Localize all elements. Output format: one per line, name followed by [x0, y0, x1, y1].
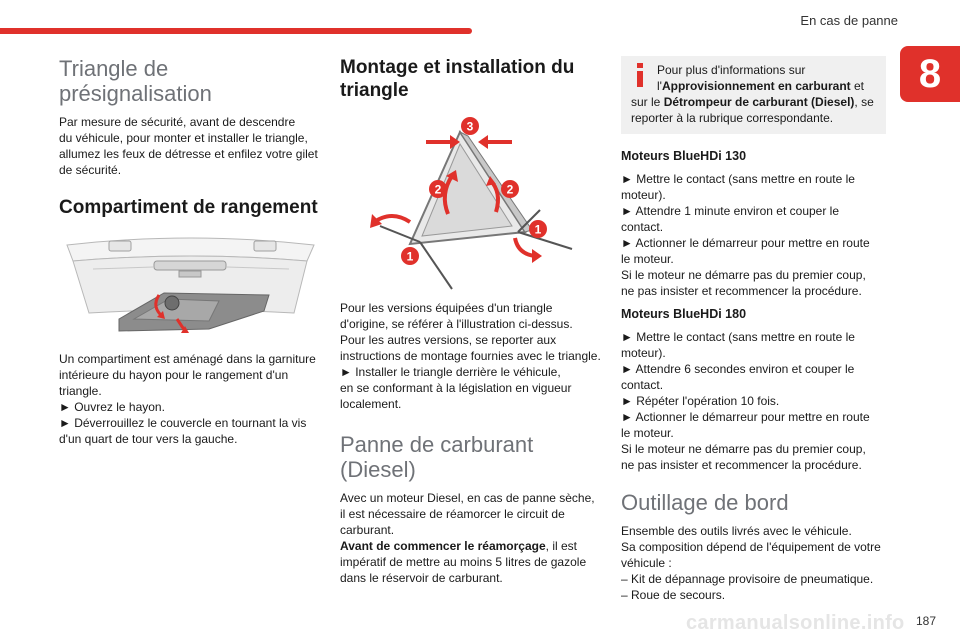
svg-text:1: 1 — [534, 222, 542, 237]
svg-text:1: 1 — [406, 249, 414, 264]
chapter-number-badge: 8 — [900, 46, 960, 102]
svg-text:2: 2 — [506, 182, 514, 197]
tools-heading: Outillage de bord — [621, 490, 789, 515]
column-3 — [621, 56, 886, 603]
storage-heading: Compartiment de rangement — [59, 197, 318, 218]
bluehdi130-heading: Moteurs BlueHDi 130 — [621, 149, 747, 163]
bluehdi180-heading: Moteurs BlueHDi 180 — [621, 307, 747, 321]
info-icon — [631, 63, 649, 87]
bluehdi130-paragraph: ► Mettre le contact (sans mettre en route le moteur). ► Attendre 1 minute environ et couper le contact. ► Actionner le démarreur pour mettre en route le moteur. Si le moteur ne démarre pas du premier coup, ne pas insister et recommencer la procédure. — [621, 172, 870, 298]
triangle-heading: Triangle de présignalisation — [59, 56, 212, 106]
column-2 — [340, 56, 608, 586]
watermark: carmanualsonline.info — [686, 612, 905, 634]
chapter-title: En cas de panne — [800, 13, 898, 28]
tools-paragraph: Ensemble des outils livrés avec le véhicule. Sa composition dépend de l'équipement de votre véhicule : – Kit de dépannage provisoire de pneumatique. – Roue de secours. — [621, 524, 881, 602]
fuel-heading: Panne de carburant (Diesel) — [340, 432, 534, 482]
trunk-compartment-illustration — [59, 233, 324, 343]
fuel-paragraph: Avec un moteur Diesel, en cas de panne sèche, il est nécessaire de réamorcer le circuit de carburant. Avant de commencer le réamorçage, il est impératif de mettre au moins 5 litres de gazole dans le réservoir de carburant. — [340, 491, 595, 585]
triangle-assembly-illustration — [340, 114, 608, 292]
mount-heading: Montage et installation du triangle — [340, 57, 575, 101]
mount-paragraph: Pour les versions équipées d'un triangle d'origine, se référer à l'illustration ci-dessus. Pour les autres versions, se reporter aux instructions de montage fournies avec le triangle. ► Installer le triangle derrière le véhicule, en se conformant à la législation en vigueur localement. — [340, 301, 601, 411]
bluehdi180-paragraph: ► Mettre le contact (sans mettre en route le moteur). ► Attendre 6 secondes environ et couper le contact. ► Répéter l'opération 10 fois. ► Actionner le démarreur pour mettre en route le moteur. Si le moteur ne démarre pas du premier coup, ne pas insister et recommencer la procédure. — [621, 330, 870, 472]
top-accent-bar — [0, 28, 472, 34]
info-box: Pour plus d'informations sur l'Approvisionnement en carburant et sur le Détrompeur de carburant (Diesel), se reporter à la rubrique correspondante. — [621, 56, 886, 134]
page-number: 187 — [916, 614, 937, 628]
column-1 — [59, 56, 324, 447]
storage-paragraph: Un compartiment est aménagé dans la garniture intérieure du hayon pour le rangement d'un triangle. ► Ouvrez le hayon. ► Déverrouillez le couvercle en tournant la vis d'un quart de tour vers la gauche. — [59, 352, 316, 446]
svg-text:3: 3 — [466, 119, 474, 134]
triangle-paragraph: Par mesure de sécurité, avant de descendre du véhicule, pour monter et installer le triangle, allumez les feux de détresse et enfilez votre gilet de sécurité. — [59, 115, 318, 177]
svg-text:2: 2 — [434, 182, 442, 197]
